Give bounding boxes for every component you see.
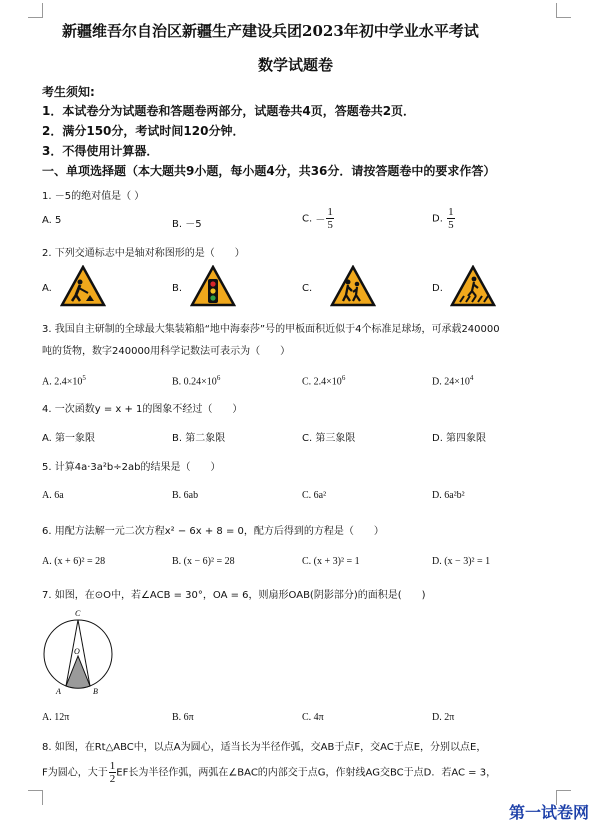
q8-half-fraction: $\frac{1}{2}$ [109, 760, 116, 785]
q3-option-b: B. $0.24\times 10^6$ [172, 374, 221, 388]
q6-option-b: B. (x − 6)² = 28 [172, 556, 235, 567]
traffic-light-sign-icon [190, 265, 236, 307]
q5-option-d: D. 6a²b² [432, 490, 465, 501]
question-2: 2. 下列交通标志中是轴对称图形的是（ ） [42, 248, 245, 259]
q3-option-c: C. $2.4\times 10^6$ [302, 374, 346, 388]
notice-item-2: 2．满分150分，考试时间120分钟． [42, 124, 245, 138]
crop-mark-top-right [556, 3, 571, 18]
q2-option-d: D. [432, 283, 443, 294]
q1-option-a: A. 5 [42, 215, 62, 226]
watermark: 第一试卷网 [508, 803, 589, 822]
point-o-label: O [74, 647, 80, 656]
notice-item-3: 3．不得使用计算器． [42, 144, 159, 158]
notice-item-1: 1．本试卷分为试题卷和答题卷两部分，试题卷共4页，答题卷共2页． [42, 104, 416, 118]
children-crossing-sign-icon [330, 265, 376, 307]
q6-option-d: D. (x − 3)² = 1 [432, 556, 491, 567]
question-6: 6. 用配方法解一元二次方程x² − 6x + 8 = 0，配方后得到的方程是（ ） [42, 526, 384, 537]
question-8-line-2: F为圆心，大于 $\frac{1}{2}$ EF长为半径作弧，两弧在∠BAC的内部交于点G，作射线AG交BC于点D．若AC = 3， [42, 760, 497, 785]
q1-option-c [302, 206, 334, 231]
exam-subtitle: 数学试题卷 [258, 56, 334, 74]
q2-option-b: B. [172, 283, 183, 294]
crop-mark-top-left [28, 3, 43, 18]
point-c-label: C [75, 609, 81, 618]
q1-d-fraction: $\frac{1}{5}$ [448, 206, 454, 231]
question-4: 4. 一次函数y = x + 1的图象不经过（ ） [42, 404, 243, 415]
q3-option-d: D. $24\times 10^4$ [432, 374, 474, 388]
question-7: 7. 如图，在⊙O中，若∠ACB = 30°，OA = 6，则扇形OAB(阴影部分)的面积是( ) [42, 590, 426, 601]
q5-option-a: A. 6a [42, 490, 64, 501]
section-heading: 一、单项选择题（本大题共9小题，每小题4分，共36分．请按答题卷中的要求作答） [42, 164, 496, 178]
exam-title: 新疆维吾尔自治区新疆生产建设兵团2023年初中学业水平考试 [62, 22, 479, 40]
point-b-label: B [93, 687, 98, 696]
notice-heading: 考生须知: [42, 85, 95, 99]
question-3-line-1: 3. 我国自主研制的全球最大集装箱船“地中海泰莎”号的甲板面积近似于4个标准足球场，可承载240000 [42, 324, 500, 335]
q4-option-c: C. 第三象限 [302, 433, 356, 444]
q4-option-a: A. 第一象限 [42, 433, 96, 444]
q1-c-sign: － [315, 215, 326, 226]
point-a-label: A [56, 687, 61, 696]
q5-option-b: B. 6ab [172, 490, 199, 501]
q1-option-d [432, 206, 455, 231]
q4-option-d: D. 第四象限 [432, 433, 487, 444]
road-work-sign-icon [60, 265, 106, 307]
q5-option-c: C. 6a² [302, 490, 327, 501]
q1-option-b: B. －5 [172, 219, 202, 230]
q4-option-b: B. 第二象限 [172, 433, 226, 444]
q1-c-label: C. [302, 213, 313, 225]
q7-option-a: A. 12π [42, 712, 70, 723]
q7-option-d: D. 2π [432, 712, 455, 723]
q6-option-c: C. (x + 3)² = 1 [302, 556, 360, 567]
q1-d-label: D. [432, 213, 443, 225]
crop-mark-bottom-left [28, 790, 43, 805]
q1-c-fraction: $\frac{1}{5}$ [327, 206, 333, 231]
q7-option-c: C. 4π [302, 712, 324, 723]
q3-option-a: A. $2.4\times 10^5$ [42, 374, 86, 388]
question-5: 5. 计算4a·3a²b÷2ab的结果是（ ） [42, 462, 221, 473]
pedestrian-crossing-sign-icon [450, 265, 496, 307]
q2-option-c: C. [302, 283, 313, 294]
question-3-line-2: 吨的货物，数字240000用科学记数法可表示为（ ） [42, 346, 291, 357]
question-8-line-1: 8. 如图，在Rt△ABC中，以点A为圆心，适当长为半径作弧，交AB于点F，交AC于点E，分别以点E， [42, 742, 487, 753]
q2-option-a: A. [42, 283, 52, 294]
q6-option-a: A. (x + 6)² = 28 [42, 556, 106, 567]
circle-sector-figure [38, 606, 118, 698]
q7-option-b: B. 6π [172, 712, 194, 723]
question-1: 1. －5的绝对值是（ ） [42, 191, 145, 202]
